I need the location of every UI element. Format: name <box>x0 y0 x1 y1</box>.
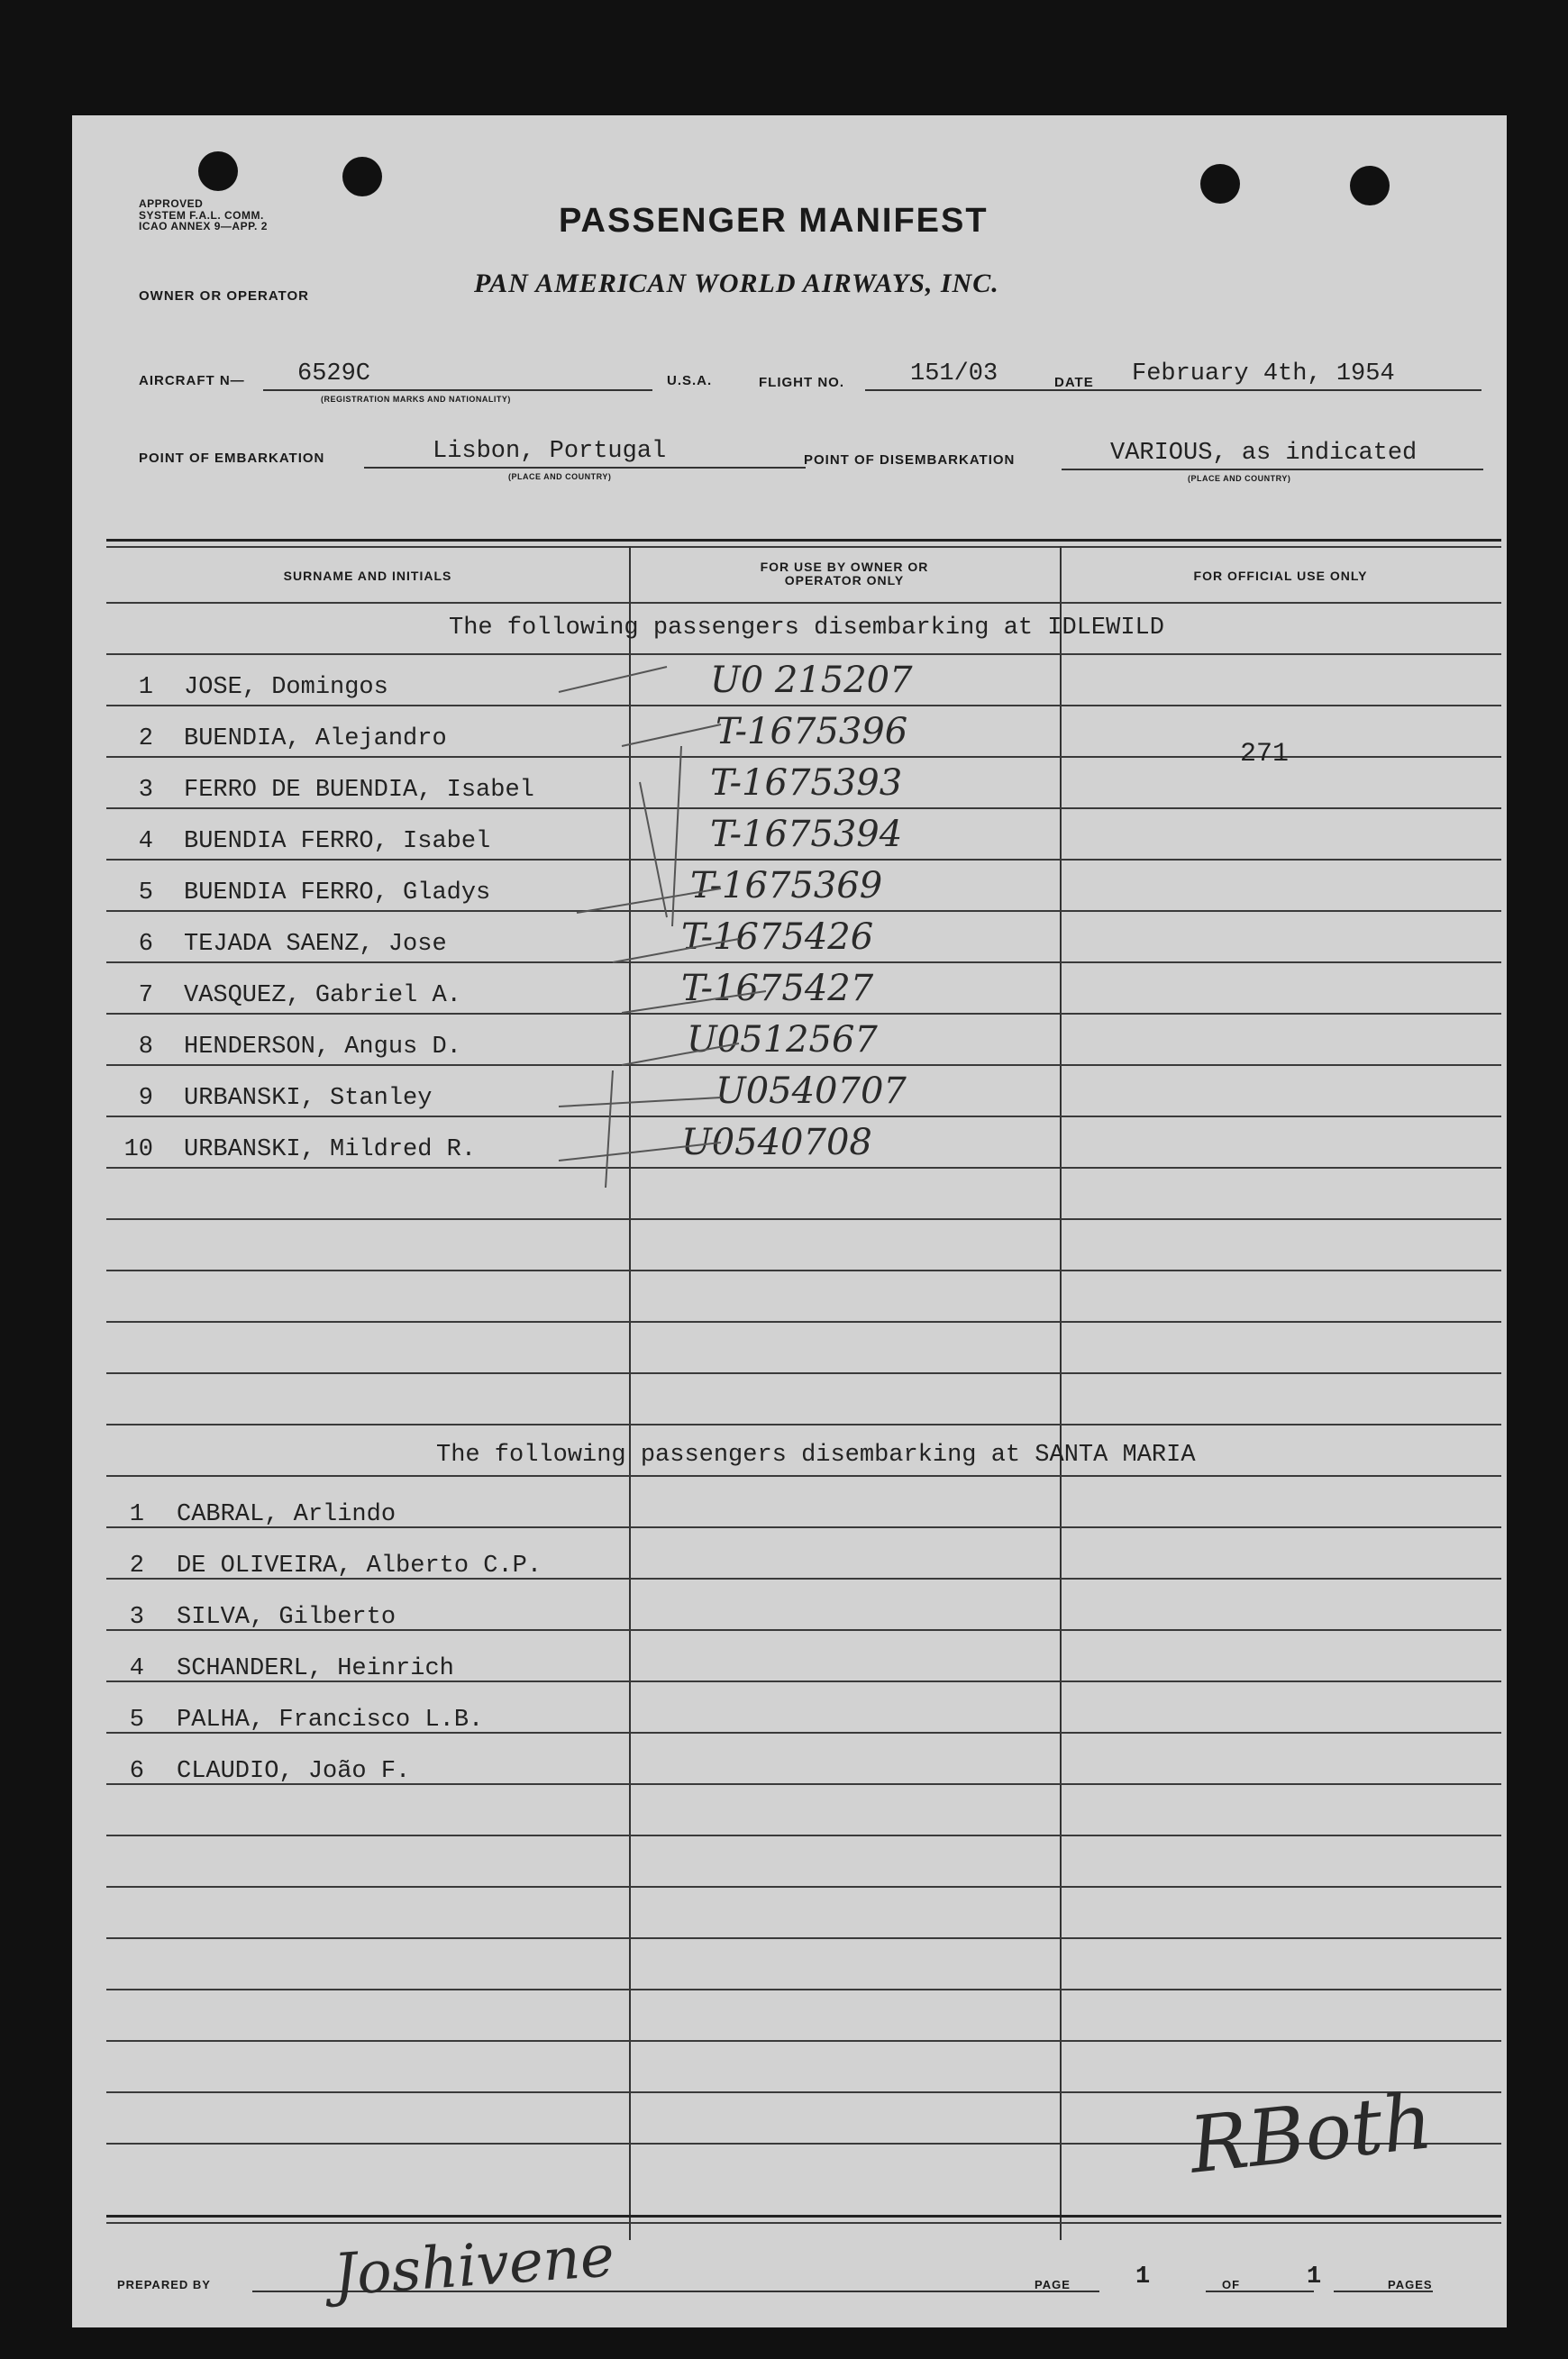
date-label: DATE <box>1054 375 1094 390</box>
page-number: 1 <box>1135 2263 1151 2291</box>
passenger-row <box>72 1698 1507 1748</box>
official-signature: RBoth <box>1185 2076 1437 2191</box>
passenger-number: 3 <box>129 1604 144 1631</box>
passenger-row <box>72 1492 1507 1543</box>
embarkation-label: POINT OF EMBARKATION <box>139 451 325 466</box>
embarkation-value: Lisbon, Portugal <box>433 438 667 465</box>
aircraft-caption: (REGISTRATION MARKS AND NATIONALITY) <box>321 395 511 404</box>
passenger-number: 1 <box>138 674 153 701</box>
column-header-owner-use: FOR USE BY OWNER OR OPERATOR ONLY <box>760 560 929 588</box>
passenger-document: T-1675394 <box>710 814 903 855</box>
aircraft-value: 6529C <box>297 360 371 387</box>
embarkation-caption: (PLACE AND COUNTRY) <box>508 472 612 481</box>
passenger-name: TEJADA SAENZ, Jose <box>184 931 447 958</box>
passenger-document: U0 215207 <box>710 660 913 701</box>
passenger-number: 6 <box>129 1758 144 1785</box>
passenger-name: BUENDIA, Alejandro <box>184 725 447 752</box>
owner-label: OWNER OR OPERATOR <box>139 288 309 304</box>
pencil-marks <box>72 115 1507 2327</box>
passenger-name: BUENDIA FERRO, Isabel <box>184 828 491 855</box>
flight-value: 151/03 <box>910 360 998 387</box>
passenger-document: T-1675393 <box>710 762 903 804</box>
passenger-number: 4 <box>129 1655 144 1682</box>
of-label: OF <box>1222 2278 1241 2291</box>
passenger-document: T-1675369 <box>690 865 883 906</box>
column-header-name: SURNAME AND INITIALS <box>283 569 452 583</box>
page-title: PASSENGER MANIFEST <box>559 202 989 240</box>
flight-label: FLIGHT NO. <box>759 375 844 390</box>
passenger-name: VASQUEZ, Gabriel A. <box>184 982 461 1009</box>
passenger-name: SCHANDERL, Heinrich <box>177 1655 454 1682</box>
disembarkation-label: POINT OF DISEMBARKATION <box>804 452 1016 468</box>
country-label: U.S.A. <box>667 373 713 388</box>
company-name: PAN AMERICAN WORLD AIRWAYS, INC. <box>474 269 999 298</box>
approval-line: APPROVED <box>139 197 204 210</box>
manifest-sheet <box>72 115 1507 2327</box>
passenger-name: URBANSKI, Mildred R. <box>184 1136 477 1163</box>
passenger-number: 2 <box>129 1553 144 1580</box>
passenger-name: JOSE, Domingos <box>184 674 388 701</box>
official-note: 271 <box>1240 739 1290 770</box>
approval-line: ICAO ANNEX 9—APP. 2 <box>139 220 268 233</box>
passenger-name: CLAUDIO, João F. <box>177 1758 411 1785</box>
section-heading-idlewild: The following passengers disembarking at IDLEWILD <box>449 615 1164 642</box>
passenger-number: 4 <box>138 828 153 855</box>
passenger-row <box>72 1595 1507 1645</box>
passenger-document: T-1675427 <box>681 968 874 1009</box>
aircraft-label: AIRCRAFT N— <box>139 373 245 388</box>
passenger-number: 2 <box>138 725 153 752</box>
passenger-document: T-1675396 <box>716 711 908 752</box>
passenger-number: 3 <box>138 777 153 804</box>
passenger-name: URBANSKI, Stanley <box>184 1085 433 1112</box>
passenger-number: 9 <box>138 1085 153 1112</box>
passenger-name: PALHA, Francisco L.B. <box>177 1707 484 1734</box>
passenger-name: HENDERSON, Angus D. <box>184 1034 461 1061</box>
passenger-name: SILVA, Gilberto <box>177 1604 397 1631</box>
passenger-row <box>72 1544 1507 1594</box>
passenger-name: DE OLIVEIRA, Alberto C.P. <box>177 1553 542 1580</box>
column-header-official-use: FOR OFFICIAL USE ONLY <box>1193 569 1368 583</box>
passenger-number: 5 <box>129 1707 144 1734</box>
passenger-number: 7 <box>138 982 153 1009</box>
passenger-name: FERRO DE BUENDIA, Isabel <box>184 777 534 804</box>
date-value: February 4th, 1954 <box>1132 360 1395 387</box>
passenger-number: 10 <box>123 1136 153 1163</box>
passenger-document: U0540707 <box>716 1070 907 1112</box>
passenger-name: CABRAL, Arlindo <box>177 1501 397 1528</box>
section-heading-santa-maria: The following passengers disembarking at SANTA MARIA <box>436 1442 1196 1469</box>
disembarkation-caption: (PLACE AND COUNTRY) <box>1188 474 1291 483</box>
passenger-name: BUENDIA FERRO, Gladys <box>184 879 491 906</box>
total-pages: 1 <box>1307 2263 1322 2291</box>
disembarkation-value: VARIOUS, as indicated <box>1110 440 1418 467</box>
page-label: PAGE <box>1035 2278 1071 2291</box>
passenger-number: 1 <box>129 1501 144 1528</box>
preparer-signature: Joshivene <box>331 2223 617 2309</box>
passenger-document: U0512567 <box>687 1019 878 1061</box>
passenger-document: T-1675426 <box>681 916 874 958</box>
passenger-row <box>72 1749 1507 1799</box>
passenger-number: 6 <box>138 931 153 958</box>
prepared-by-label: PREPARED BY <box>117 2278 211 2291</box>
approval-line: SYSTEM F.A.L. COMM. <box>139 208 264 222</box>
passenger-document: U0540708 <box>681 1122 872 1163</box>
passenger-row <box>72 1646 1507 1697</box>
passenger-number: 8 <box>138 1034 153 1061</box>
passenger-number: 5 <box>138 879 153 906</box>
pages-label: PAGES <box>1388 2278 1433 2291</box>
